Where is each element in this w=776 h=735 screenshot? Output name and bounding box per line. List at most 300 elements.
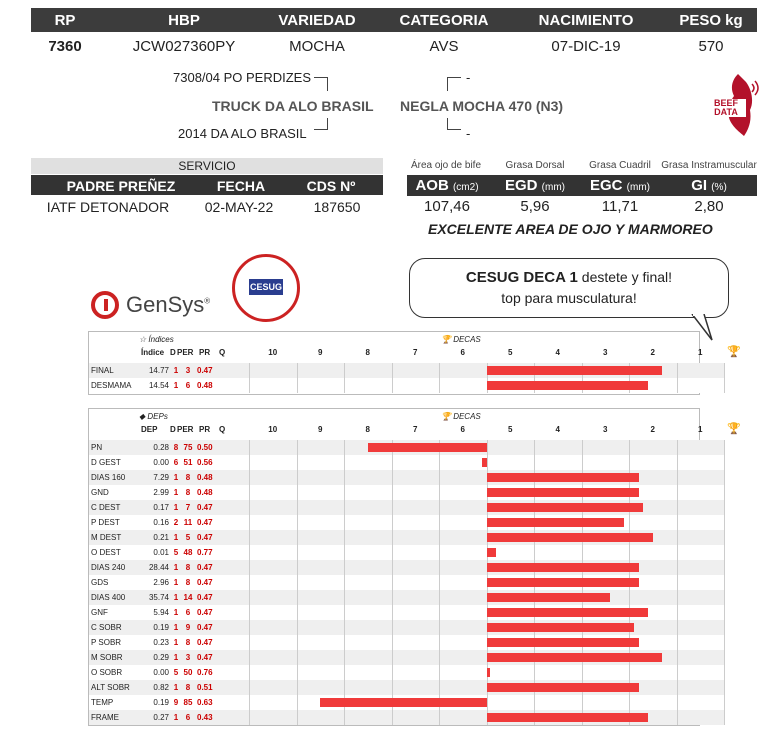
grid-line [344, 530, 345, 545]
grid-line [724, 440, 725, 455]
servicio-cds: 187650 [313, 199, 361, 215]
indices-panel [88, 331, 741, 395]
table-row [89, 455, 699, 470]
row-deca: 1 [173, 623, 179, 632]
sire-name: TRUCK DA ALO BRASIL [212, 98, 374, 114]
deps-col-pr: PR [199, 425, 211, 434]
gensys-wordmark: GenSys® [126, 292, 211, 317]
grid-line [439, 485, 440, 500]
grid-line [392, 605, 393, 620]
grid-line [297, 650, 298, 665]
deca-bar [368, 443, 487, 452]
grid-line [677, 485, 678, 500]
deca-bar [487, 518, 625, 527]
deca-tick-5: 5 [508, 348, 513, 357]
grid-line [297, 515, 298, 530]
row-precision: 0.77 [197, 548, 213, 557]
row-value: 0.01 [153, 548, 169, 557]
grid-line [249, 440, 250, 455]
grid-line [344, 455, 345, 470]
servicio-values [31, 196, 383, 216]
deca-bar [487, 533, 653, 542]
deca-tick-10: 10 [268, 348, 278, 357]
grid-line [297, 530, 298, 545]
grid-line [249, 363, 250, 378]
table-row [89, 695, 699, 710]
grid-line [297, 695, 298, 710]
row-precision: 0.48 [197, 381, 213, 390]
grid-line [392, 665, 393, 680]
row-percentile: 3 [185, 653, 191, 662]
row-precision: 0.47 [197, 638, 213, 647]
deca-bar [487, 503, 644, 512]
grid-line [249, 710, 250, 725]
row-percentile: 48 [183, 548, 193, 557]
row-percentile: 75 [183, 443, 193, 452]
indices-col-index: Índice [141, 348, 165, 357]
egd-head: EGD (mm) [504, 177, 566, 194]
deca-tick-8: 8 [365, 348, 370, 357]
row-precision: 0.43 [197, 713, 213, 722]
deca-tick-6: 6 [460, 348, 465, 357]
grid-line [392, 650, 393, 665]
row-precision: 0.47 [197, 653, 213, 662]
carcass-note: EXCELENTE AREA DE OJO Y MARMOREO [428, 221, 713, 237]
row-deca: 1 [173, 366, 179, 375]
row-name: C DEST [91, 503, 121, 512]
row-deca: 1 [173, 533, 179, 542]
grid-line [249, 620, 250, 635]
col-categoria: CATEGORIA [399, 12, 489, 29]
grid-line [392, 363, 393, 378]
grid-line [392, 485, 393, 500]
grid-line [439, 680, 440, 695]
grid-line [439, 500, 440, 515]
row-value: 14.54 [148, 381, 169, 390]
grid-line [677, 560, 678, 575]
gensys-logo-icon [90, 290, 124, 320]
rp-value: 7360 [48, 38, 82, 55]
servicio-header [31, 175, 383, 195]
row-name: ALT SOBR [91, 683, 130, 692]
row-value: 0.21 [153, 533, 169, 542]
grid-line [724, 695, 725, 710]
row-deca: 1 [173, 638, 179, 647]
table-row [89, 363, 699, 378]
grid-line [392, 470, 393, 485]
deca-tick-2: 2 [650, 425, 655, 434]
grid-line [439, 620, 440, 635]
grid-line [297, 605, 298, 620]
row-precision: 0.47 [197, 578, 213, 587]
grid-line [582, 545, 583, 560]
grid-line [439, 363, 440, 378]
row-precision: 0.47 [197, 563, 213, 572]
deca-bar [487, 683, 639, 692]
grid-line [297, 680, 298, 695]
grid-line [249, 378, 250, 393]
grid-line [249, 470, 250, 485]
row-deca: 8 [173, 443, 179, 452]
grid-line [534, 665, 535, 680]
grid-line [297, 545, 298, 560]
grid-line [344, 680, 345, 695]
row-deca: 9 [173, 698, 179, 707]
row-name: P DEST [91, 518, 120, 527]
grid-line [677, 590, 678, 605]
servicio-title: SERVICIO [31, 158, 383, 174]
row-name: TEMP [91, 698, 114, 707]
table-row [89, 710, 699, 725]
grid-line [297, 665, 298, 680]
indices-col-per: PER [177, 348, 194, 357]
grid-line [249, 575, 250, 590]
grid-line [677, 545, 678, 560]
row-deca: 1 [173, 608, 179, 617]
grid-line [677, 470, 678, 485]
grid-line [677, 710, 678, 725]
row-value: 28.44 [148, 563, 169, 572]
table-row [89, 620, 699, 635]
deca-tick-4: 4 [555, 348, 560, 357]
grid-line [249, 680, 250, 695]
row-percentile: 51 [183, 458, 193, 467]
grid-line [534, 695, 535, 710]
row-deca: 1 [173, 713, 179, 722]
row-name: FINAL [91, 366, 114, 375]
row-value: 5.94 [153, 608, 169, 617]
deca-bar [487, 563, 639, 572]
row-value: 0.00 [153, 668, 169, 677]
deca-tick-10: 10 [268, 425, 278, 434]
col-peso: PESO kg [679, 12, 743, 29]
grid-line [249, 665, 250, 680]
grid-line [344, 590, 345, 605]
row-percentile: 6 [185, 608, 191, 617]
row-name: DESMAMA [91, 381, 132, 390]
nacimiento-value: 07-DIC-19 [551, 38, 621, 55]
grid-line [582, 665, 583, 680]
row-value: 0.27 [153, 713, 169, 722]
row-precision: 0.76 [197, 668, 213, 677]
egd-value: 5,96 [520, 198, 550, 215]
grid-line [344, 485, 345, 500]
row-percentile: 11 [183, 518, 193, 527]
row-name: DIAS 400 [91, 593, 126, 602]
grid-line [487, 455, 488, 470]
row-name: O SOBR [91, 668, 123, 677]
grid-line [249, 515, 250, 530]
grid-line [249, 590, 250, 605]
row-precision: 0.47 [197, 518, 213, 527]
row-precision: 0.47 [197, 608, 213, 617]
grid-line [392, 545, 393, 560]
row-precision: 0.47 [197, 533, 213, 542]
grid-line [439, 560, 440, 575]
table-row [89, 650, 699, 665]
animal-values-row [31, 34, 757, 58]
grid-line [344, 605, 345, 620]
aob-head: AOB (cm2) [415, 177, 479, 194]
beef-data-text: BEEF DATA [706, 99, 746, 117]
grid-line [677, 455, 678, 470]
animal-header-bar [31, 8, 757, 32]
sire-bracket-top [314, 77, 328, 91]
grid-line [249, 545, 250, 560]
sire-bracket-bottom [314, 118, 328, 130]
grid-line [297, 455, 298, 470]
deps-col-dep: DEP [141, 425, 158, 434]
row-value: 14.77 [148, 366, 169, 375]
grid-line [297, 575, 298, 590]
row-value: 0.19 [153, 698, 169, 707]
dam-bracket-bottom [447, 118, 461, 130]
grid-line [724, 575, 725, 590]
sire-top: 7308/04 PO PERDIZES [173, 70, 312, 85]
grid-line [392, 620, 393, 635]
grid-line [724, 560, 725, 575]
table-row [89, 545, 699, 560]
grid-line [677, 695, 678, 710]
grid-line [344, 500, 345, 515]
row-percentile: 8 [185, 683, 191, 692]
grid-line [629, 545, 630, 560]
grid-line [677, 515, 678, 530]
table-row [89, 575, 699, 590]
table-row [89, 665, 699, 680]
grid-line [439, 605, 440, 620]
col-rp: RP [54, 12, 76, 29]
gi-value: 2,80 [694, 198, 724, 215]
row-name: GNF [91, 608, 108, 617]
row-percentile: 8 [185, 488, 191, 497]
egd-sub: Grasa Dorsal [505, 160, 565, 171]
trophy-icon: 🏆 [727, 423, 741, 435]
grid-line [677, 680, 678, 695]
table-row [89, 470, 699, 485]
row-percentile: 50 [183, 668, 193, 677]
grid-line [677, 635, 678, 650]
deca-tick-7: 7 [413, 348, 418, 357]
deca-bar [487, 593, 611, 602]
deca-bar [320, 698, 486, 707]
grid-line [677, 620, 678, 635]
grid-line [344, 363, 345, 378]
deca-bar [487, 488, 639, 497]
row-percentile: 85 [183, 698, 193, 707]
table-row [89, 485, 699, 500]
row-value: 0.82 [153, 683, 169, 692]
row-percentile: 6 [185, 381, 191, 390]
dam-name: NEGLA MOCHA 470 (N3) [400, 98, 564, 114]
speech-bubble [409, 258, 729, 318]
grid-line [297, 440, 298, 455]
row-deca: 1 [173, 381, 179, 390]
servicio-col-padre: PADRE PREÑEZ [66, 178, 176, 194]
grid-line [582, 455, 583, 470]
row-precision: 0.48 [197, 488, 213, 497]
servicio-padre: IATF DETONADOR [46, 199, 170, 215]
row-precision: 0.47 [197, 366, 213, 375]
deca-bar [487, 623, 634, 632]
row-deca: 1 [173, 683, 179, 692]
grid-line [249, 605, 250, 620]
grid-line [344, 620, 345, 635]
row-name: GND [91, 488, 109, 497]
row-value: 2.96 [153, 578, 169, 587]
row-value: 0.19 [153, 623, 169, 632]
grid-line [629, 440, 630, 455]
row-percentile: 8 [185, 638, 191, 647]
row-percentile: 5 [185, 533, 191, 542]
row-value: 2.99 [153, 488, 169, 497]
grid-line [724, 620, 725, 635]
grid-line [629, 695, 630, 710]
grid-line [439, 575, 440, 590]
sire-bottom: 2014 DA ALO BRASIL [178, 126, 307, 141]
row-percentile: 3 [185, 366, 191, 375]
grid-line [439, 650, 440, 665]
deca-bar [482, 458, 487, 467]
row-value: 7.29 [153, 473, 169, 482]
aob-sub: Área ojo de bife [410, 160, 482, 171]
grid-line [344, 710, 345, 725]
row-name: M SOBR [91, 653, 123, 662]
grid-line [344, 470, 345, 485]
categoria-value: AVS [429, 38, 459, 55]
deca-tick-3: 3 [603, 425, 608, 434]
deps-col-d: D [170, 425, 176, 434]
carcass-header [407, 175, 757, 196]
variedad-value: MOCHA [289, 38, 345, 55]
grid-line [724, 485, 725, 500]
row-deca: 1 [173, 593, 179, 602]
dam-bracket-top [447, 77, 461, 91]
deca-tick-9: 9 [318, 425, 323, 434]
row-value: 0.29 [153, 653, 169, 662]
grid-line [297, 590, 298, 605]
grid-line [392, 560, 393, 575]
deca-bar [487, 548, 497, 557]
row-deca: 5 [173, 548, 179, 557]
deps-section-label: ◆ DEPs [139, 412, 168, 421]
grid-line [439, 635, 440, 650]
deca-tick-6: 6 [460, 425, 465, 434]
grid-line [439, 665, 440, 680]
grid-line [677, 363, 678, 378]
deps-col-per: PER [177, 425, 194, 434]
row-deca: 1 [173, 473, 179, 482]
deca-tick-9: 9 [318, 348, 323, 357]
row-deca: 5 [173, 668, 179, 677]
grid-line [297, 635, 298, 650]
row-deca: 1 [173, 578, 179, 587]
grid-line [344, 650, 345, 665]
col-hbp: HBP [168, 12, 200, 29]
grid-line [534, 455, 535, 470]
servicio-col-cds: CDS Nº [306, 178, 356, 194]
grid-line [677, 378, 678, 393]
row-deca: 2 [173, 518, 179, 527]
grid-line [534, 545, 535, 560]
row-precision: 0.48 [197, 473, 213, 482]
grid-line [439, 455, 440, 470]
row-name: P SOBR [91, 638, 122, 647]
grid-line [297, 378, 298, 393]
table-row [89, 440, 699, 455]
grid-line [439, 378, 440, 393]
grid-line [249, 695, 250, 710]
row-percentile: 8 [185, 473, 191, 482]
grid-line [344, 440, 345, 455]
grid-line [724, 363, 725, 378]
grid-line [724, 545, 725, 560]
grid-line [344, 545, 345, 560]
seal-text: CESUG [249, 279, 283, 295]
deps-panel [88, 408, 741, 726]
table-row [89, 635, 699, 650]
grid-line [439, 530, 440, 545]
grid-line [439, 710, 440, 725]
grid-line [249, 485, 250, 500]
grid-line [392, 710, 393, 725]
grid-line [629, 455, 630, 470]
grid-line [724, 378, 725, 393]
table-row [89, 530, 699, 545]
bubble-line2: top para musculatura! [501, 290, 637, 306]
row-name: GDS [91, 578, 109, 587]
grid-line [724, 710, 725, 725]
deca-tick-3: 3 [603, 348, 608, 357]
deca-bar [487, 653, 663, 662]
row-deca: 1 [173, 503, 179, 512]
row-precision: 0.56 [197, 458, 213, 467]
grid-line [249, 560, 250, 575]
grid-line [582, 695, 583, 710]
grid-line [392, 455, 393, 470]
table-row [89, 605, 699, 620]
table-row [89, 515, 699, 530]
cesug-seal [232, 254, 300, 322]
indices-col-pr: PR [199, 348, 211, 357]
table-row [89, 560, 699, 575]
grid-line [392, 635, 393, 650]
grid-line [677, 665, 678, 680]
peso-value: 570 [698, 38, 724, 55]
dam-top: - [466, 70, 471, 85]
row-value: 0.00 [153, 458, 169, 467]
egc-head: EGC (mm) [589, 177, 651, 194]
indices-col-d: D [170, 348, 176, 357]
grid-line [249, 635, 250, 650]
grid-line [392, 590, 393, 605]
row-precision: 0.51 [197, 683, 213, 692]
servicio-fecha: 02-MAY-22 [204, 199, 274, 215]
row-value: 35.74 [148, 593, 169, 602]
row-name: O DEST [91, 548, 121, 557]
hbp-value: JCW027360PY [132, 38, 236, 55]
deca-tick-1: 1 [698, 348, 703, 357]
row-name: C SOBR [91, 623, 122, 632]
indices-decas-label: 🏆 DECAS [441, 335, 481, 344]
grid-line [724, 665, 725, 680]
grid-line [344, 560, 345, 575]
egc-value: 11,71 [601, 198, 639, 215]
grid-line [297, 710, 298, 725]
row-precision: 0.47 [197, 503, 213, 512]
grid-line [297, 500, 298, 515]
row-precision: 0.63 [197, 698, 213, 707]
